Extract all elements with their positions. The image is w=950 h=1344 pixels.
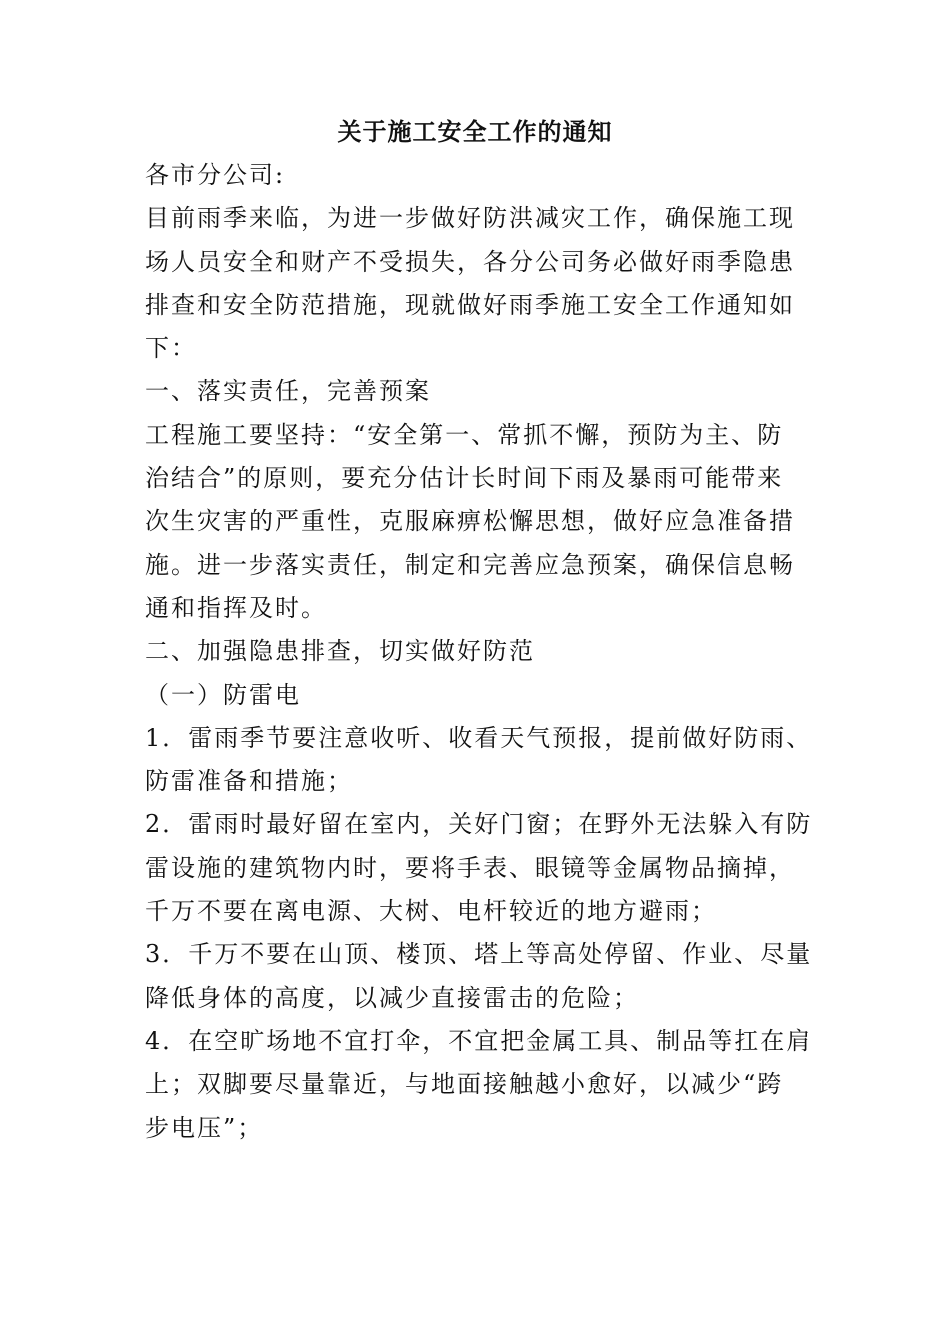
- list-item-line: 1．雷雨季节要注意收听、收看天气预报，提前做好防雨、: [145, 723, 813, 752]
- body-line: 施。进一步落实责任，制定和完善应急预案，确保信息畅: [145, 550, 795, 579]
- list-item-line: 3．千万不要在山顶、楼顶、塔上等高处停留、作业、尽量: [145, 940, 813, 969]
- body-line: 下：: [145, 334, 197, 363]
- body-line: 通和指挥及时。: [145, 593, 327, 622]
- list-item-line: 2．雷雨时最好留在室内，关好门窗；在野外无法躲入有防: [145, 810, 813, 839]
- list-item-line: 降低身体的高度，以减少直接雷击的危险；: [145, 983, 639, 1012]
- section-heading: 一、落实责任，完善预案: [145, 377, 431, 406]
- body-line: 场人员安全和财产不受损失，各分公司务必做好雨季隐患: [145, 247, 795, 276]
- list-item-line: 步电压”；: [145, 1113, 264, 1142]
- body-line: 治结合”的原则，要充分估计长时间下雨及暴雨可能带来: [145, 464, 784, 493]
- list-item-line: 上；双脚要尽量靠近，与地面接触越小愈好，以减少“跨: [145, 1070, 784, 1099]
- document-body: [145, 154, 813, 1150]
- body-line: 次生灾害的严重性，克服麻痹松懈思想，做好应急准备措: [145, 507, 795, 536]
- list-item-line: 4．在空旷场地不宜打伞，不宜把金属工具、制品等扛在肩: [145, 1026, 813, 1055]
- list-item-line: 千万不要在离电源、大树、电杆较近的地方避雨；: [145, 897, 717, 926]
- list-item-line: 防雷准备和措施；: [145, 767, 353, 796]
- body-line: 工程施工要坚持：“安全第一、常抓不懈，预防为主、防: [145, 420, 784, 449]
- section-heading: 二、加强隐患排查，切实做好防范: [145, 637, 535, 666]
- subsection-heading: （一）防雷电: [145, 680, 301, 709]
- body-line: 各市分公司:: [145, 161, 286, 189]
- document-title: 关于施工安全工作的通知: [337, 117, 613, 146]
- body-line: 排查和安全防范措施，现就做好雨季施工安全工作通知如: [145, 290, 795, 319]
- list-item-line: 雷设施的建筑物内时，要将手表、眼镜等金属物品摘掉，: [145, 853, 795, 882]
- body-line: 目前雨季来临，为进一步做好防洪减灾工作，确保施工现: [145, 204, 795, 233]
